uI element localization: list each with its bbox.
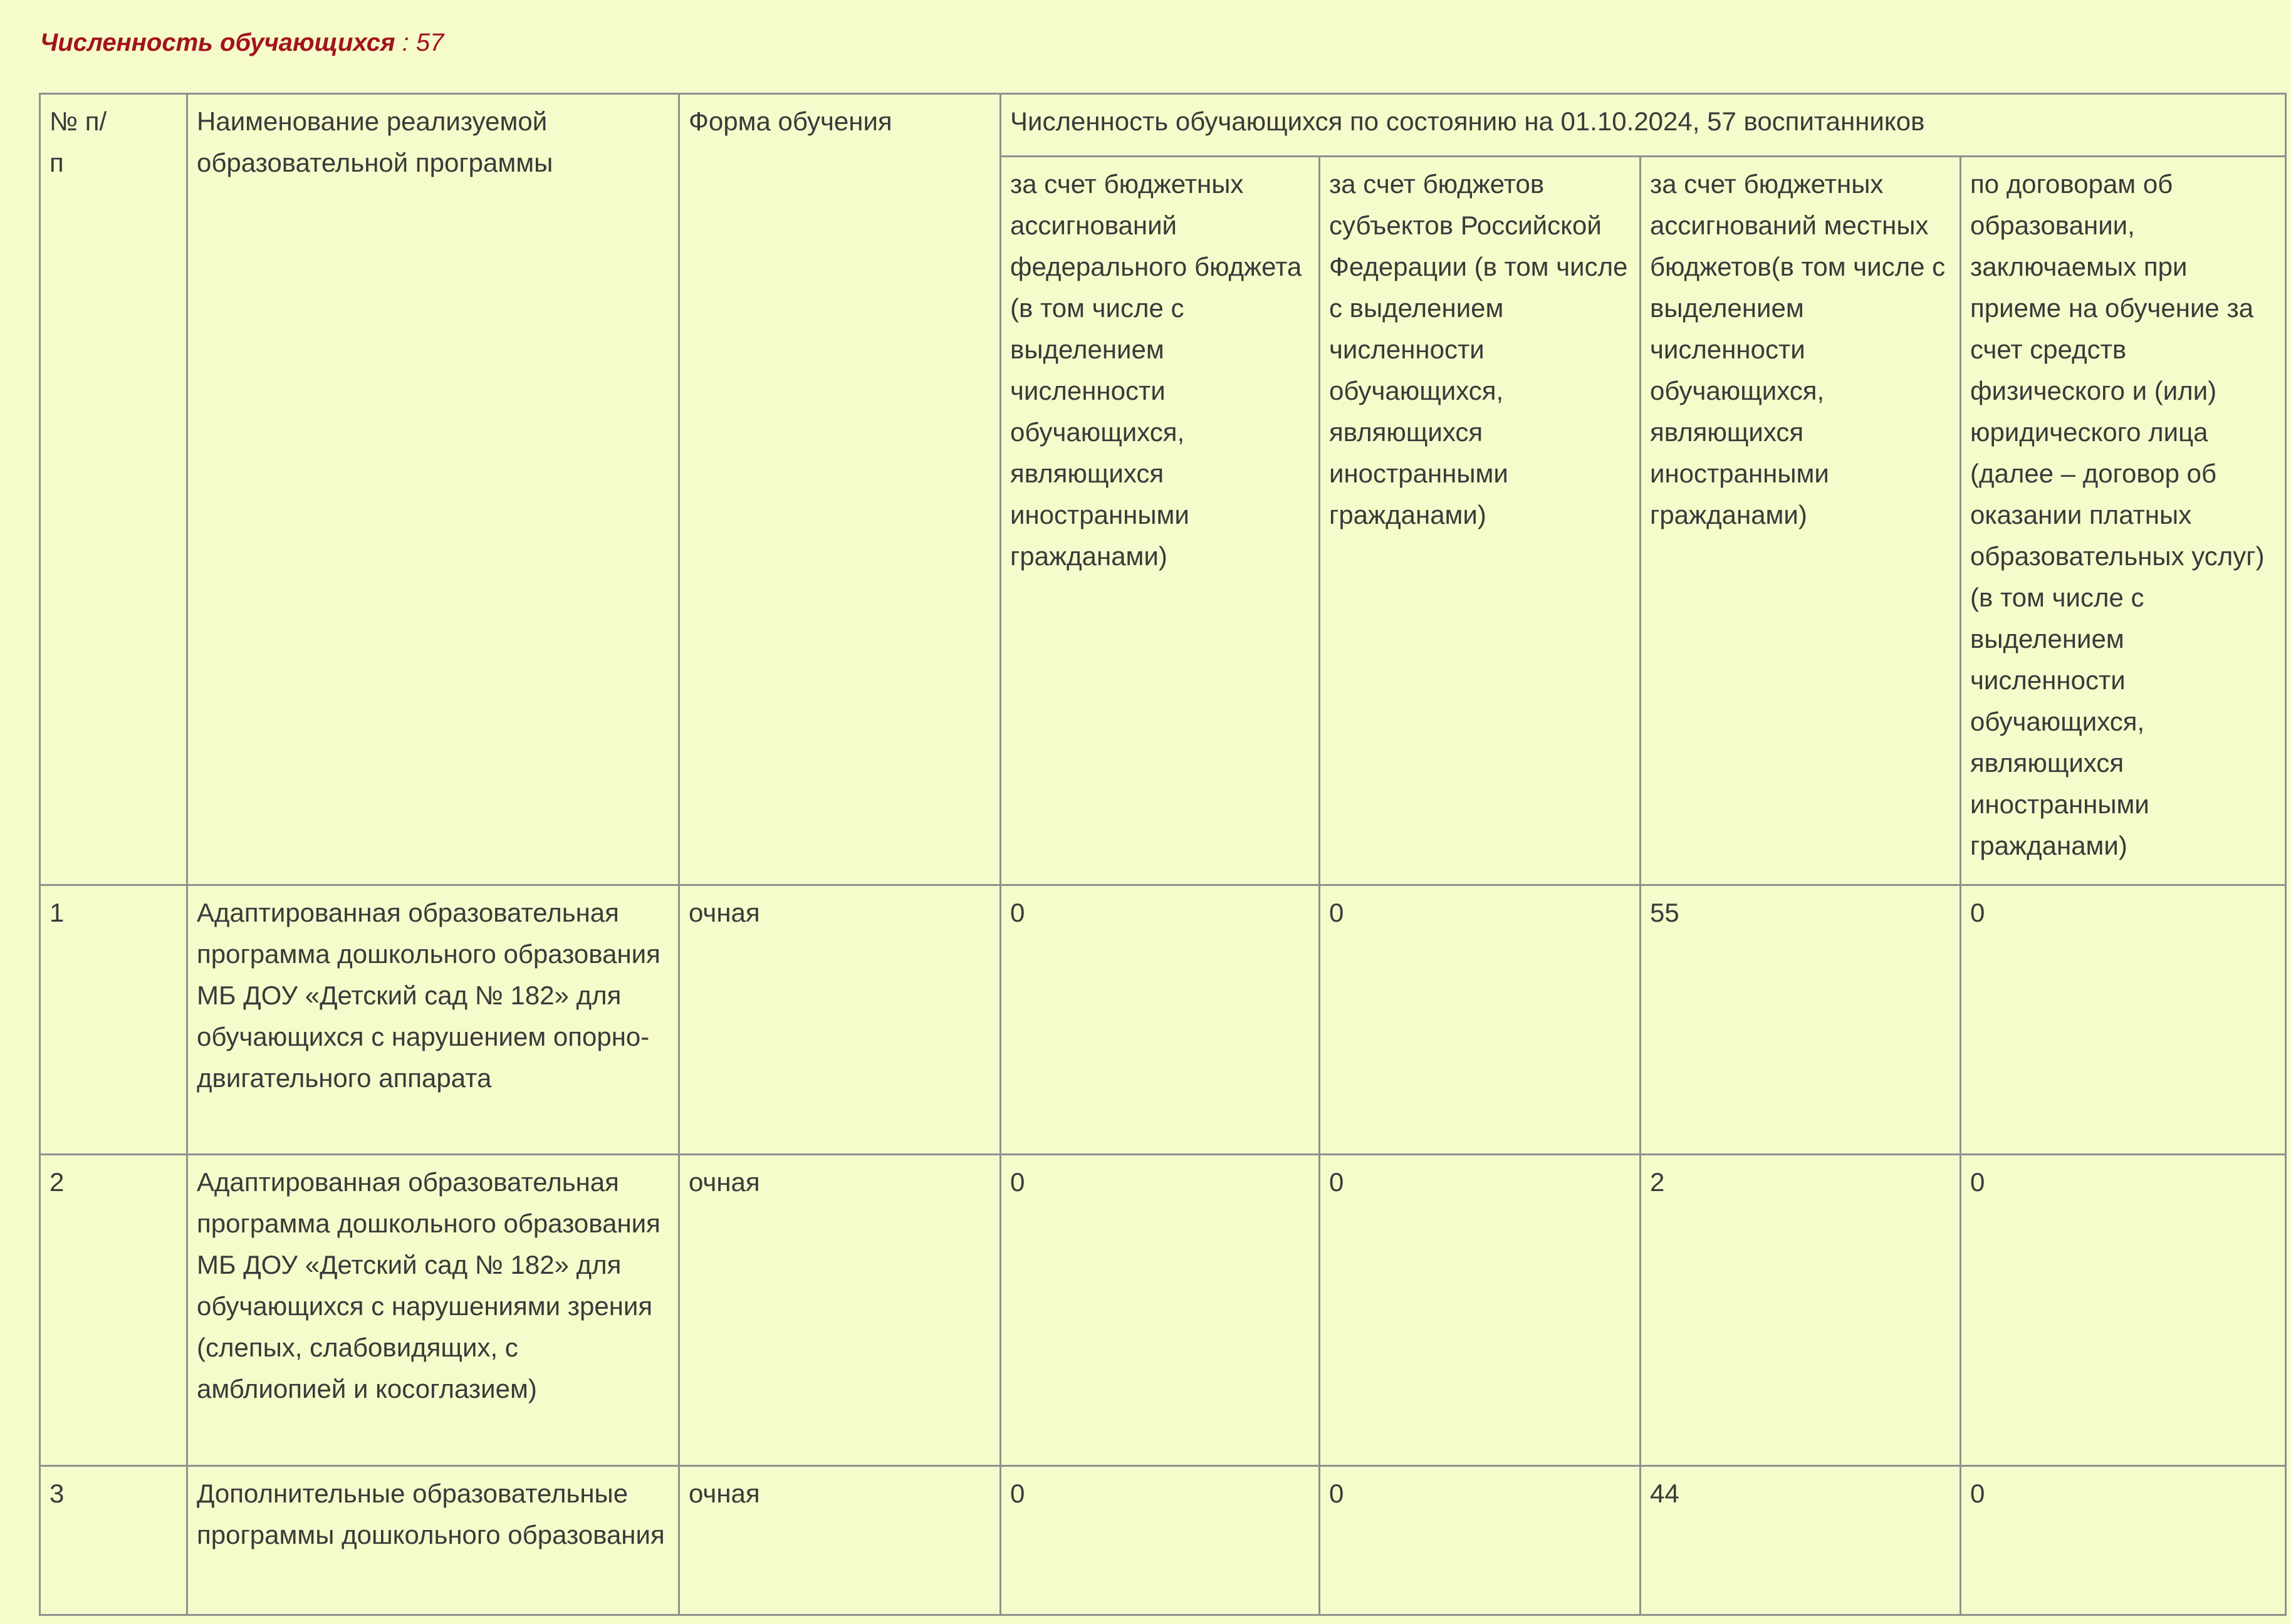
header-contract: по договорам об образовании, заключаемых при приеме на обучение за счет средств физического и (или) юридического лица (далее – договор об оказании платных образовательных услуг) (в том числе с выделением численности обучающихся, являющихся иностранными гражданами) [1961, 157, 2286, 885]
row-num: 1 [40, 885, 187, 1155]
table-row [40, 885, 2286, 1155]
row-federal: 0 [1001, 1466, 1320, 1615]
heading-separator: : [395, 29, 416, 56]
row-program: Адаптированная образовательная программа дошкольного образования МБ ДОУ «Детский сад № 182» для обучающихся с нарушением опорно-двигательного аппарата [187, 885, 679, 1155]
table-row [40, 1466, 2286, 1615]
row-contract: 0 [1961, 885, 2286, 1155]
row-regional: 0 [1320, 885, 1641, 1155]
header-program: Наименование реализуемой образовательной программы [187, 94, 679, 885]
row-form: очная [679, 1466, 1001, 1615]
header-local: за счет бюджетных ассигнований местных бюджетов(в том числе с выделением численности обучающихся, являющихся иностранными гражданами) [1641, 157, 1961, 885]
page-heading [40, 25, 444, 60]
row-form: очная [679, 885, 1001, 1155]
row-program: Адаптированная образовательная программа дошкольного образования МБ ДОУ «Детский сад № 182» для обучающихся с нарушениями зрения (слепых, слабовидящих, с амблиопией и косоглазием) [187, 1155, 679, 1466]
heading-label: Численность обучающихся [40, 29, 395, 56]
row-regional: 0 [1320, 1155, 1641, 1466]
row-num: 3 [40, 1466, 187, 1615]
header-count-group: Численность обучающихся по состоянию на 01.10.2024, 57 воспитанников [1001, 94, 2286, 157]
row-contract: 0 [1961, 1155, 2286, 1466]
table-header-row [40, 94, 2286, 157]
row-local: 44 [1641, 1466, 1961, 1615]
row-federal: 0 [1001, 885, 1320, 1155]
header-num: № п/п [40, 94, 187, 885]
students-table [39, 93, 2287, 1616]
row-program: Дополнительные образовательные программы дошкольного образования [187, 1466, 679, 1615]
row-contract: 0 [1961, 1466, 2286, 1615]
header-federal: за счет бюджетных ассигнований федерального бюджета (в том числе с выделением численности обучающихся, являющихся иностранными гражданами) [1001, 157, 1320, 885]
row-federal: 0 [1001, 1155, 1320, 1466]
row-local: 55 [1641, 885, 1961, 1155]
row-form: очная [679, 1155, 1001, 1466]
row-regional: 0 [1320, 1466, 1641, 1615]
header-form: Форма обучения [679, 94, 1001, 885]
header-regional: за счет бюджетов субъектов Российской Федерации (в том числе с выделением численности обучающихся, являющихся иностранными гражданами) [1320, 157, 1641, 885]
row-num: 2 [40, 1155, 187, 1466]
heading-value: 57 [415, 29, 444, 56]
table-row [40, 1155, 2286, 1466]
row-local: 2 [1641, 1155, 1961, 1466]
